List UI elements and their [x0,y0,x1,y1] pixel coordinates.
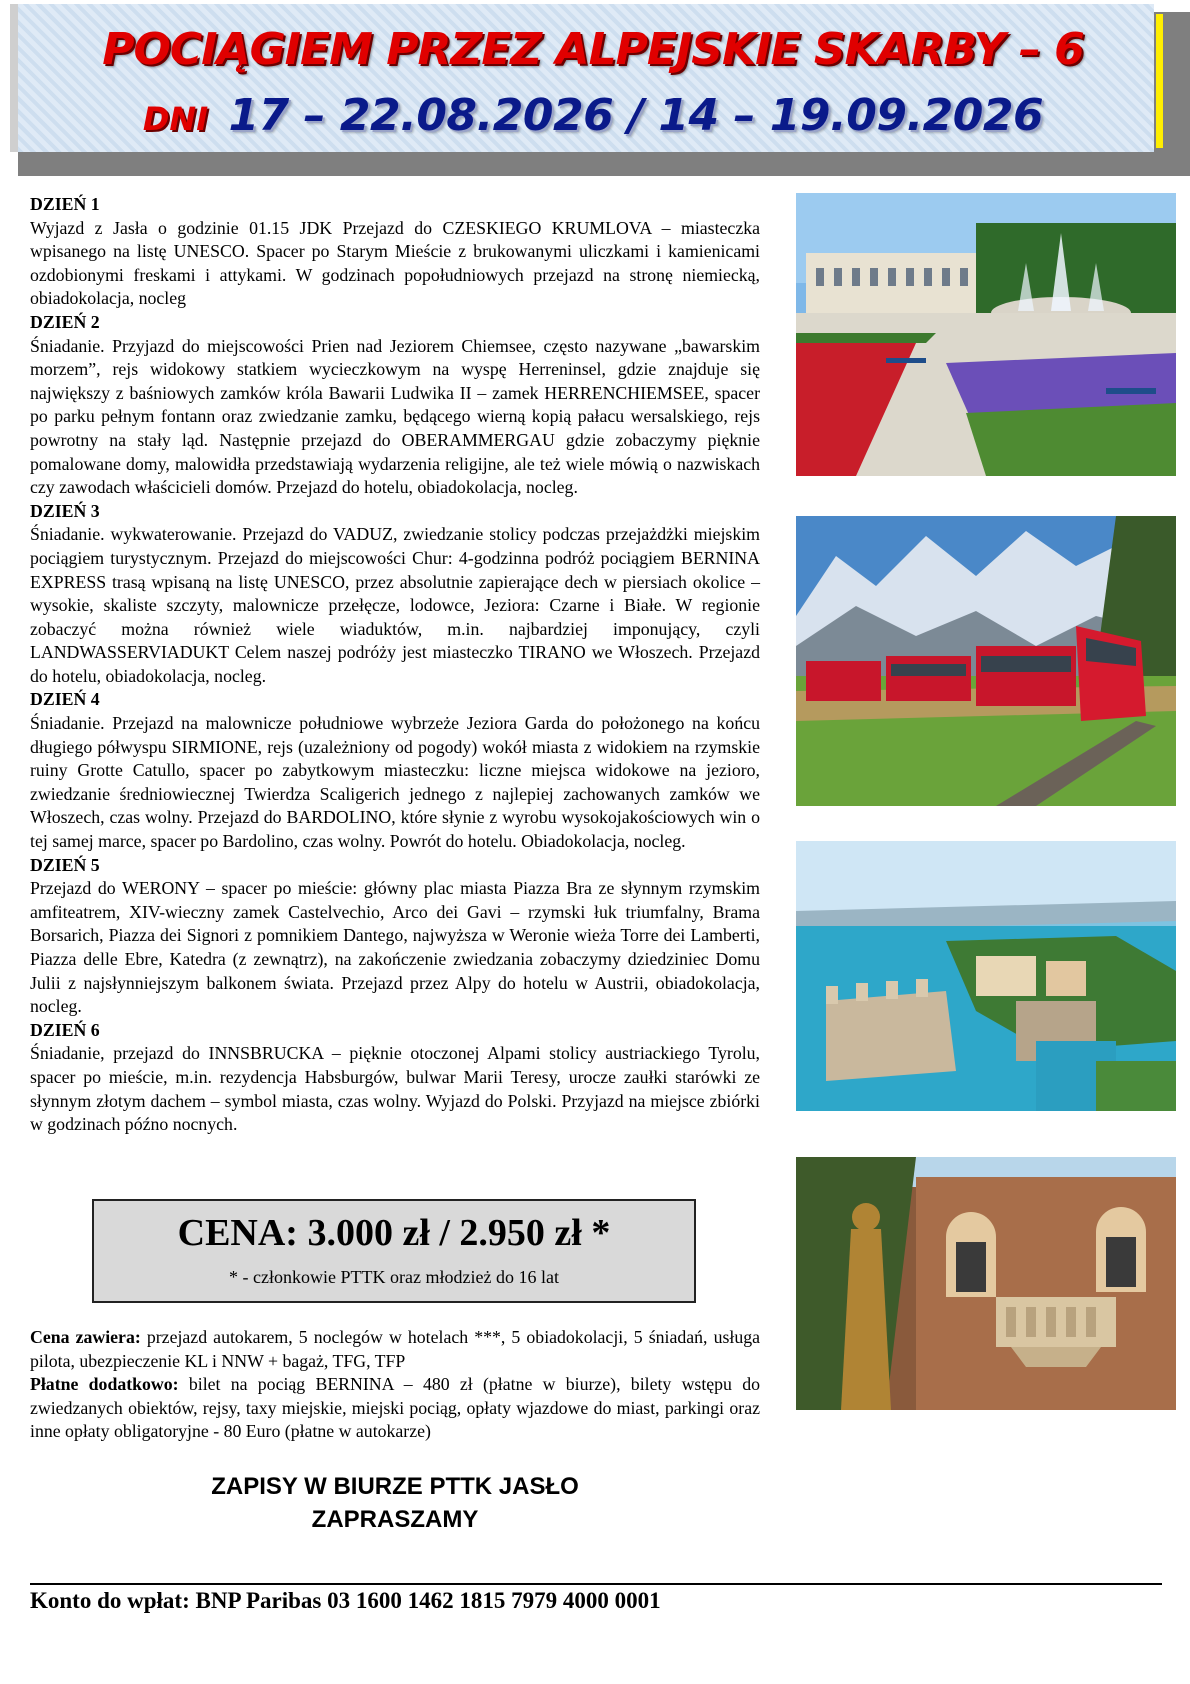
signup-line-1: ZAPISY W BIURZE PTTK JASŁO [211,1473,579,1500]
price-note: * - członkowie PTTK oraz młodzież do 16 lat [229,1267,559,1287]
day-6-text: Śniadanie, przejazd do INNSBRUCKA – pięknie otoczonej Alpami stolicy austriackiego Tyrolu, spacer po mieście, m.in. rezydencja Habsburgów, bulwar Marii Teresy, urocze zaułki starówki ze słynnym złotym dachem – symbol miasta, czas wolny. Wyjazd do Polski. Przyjazd na miejsce zbiórki w godzinach późno nocnych. [30,1043,760,1135]
itinerary [30,193,760,1137]
date-line [18,90,1168,141]
day-3-text: Śniadanie. wykwaterowanie. Przejazd do VADUZ, zwiedzanie stolicy podczas przejażdżki miejskim pociągiem turystycznym. Przejazd do miejscowości Chur: 4-godzinna podróż pociągiem BERNINA EXPRESS trasą wpisaną na listę UNESCO, przez absolutnie zapierające dech w piersiach okolice – wysokie, skaliste szczyty, malownicze przełęcze, lodowce, Jeziora: Czarne i Białe. W regionie zobaczyć można również wiele wiaduktów, m.in. najbardziej imponujący, czyli LANDWASSERVIADUKT Celem naszej podróży jest miasteczko TIRANO we Włoszech. Przejazd do hotelu, obiadokolacja, nocleg. [30,524,760,686]
includes-text: przejazd autokarem, 5 noclegów w hotelach ***, 5 obiadokolacji, 5 śniadań, usługa pilota, ubezpieczenie KL i NNW + bagaż, TFG, TFP [30,1327,760,1371]
photo-verona-juliet [796,1157,1176,1410]
day-1-text: Wyjazd z Jasła o godzinie 01.15 JDK Przejazd do CZESKIEGO KRUMLOVA – miasteczka wpisanego na listę UNESCO. Spacer po Starym Mieście z brukowanymi uliczkami i kamienicami ozdobionymi freskami i attykami. W godzinach popołudniowych przejazd na stronę niemiecką, obiadokolacja, nocleg [30,217,760,309]
dni-label: DNI [142,100,209,138]
day-4-heading: DZIEŃ 4 [30,689,100,710]
day-6-heading: DZIEŃ 6 [30,1019,100,1040]
bank-account: Konto do wpłat: BNP Paribas 03 1600 1462 1815 7979 4000 0001 [30,1588,661,1613]
price-main: CENA: 3.000 zł / 2.950 zł * [177,1212,611,1254]
day-5-heading: DZIEŃ 5 [30,854,100,875]
header-banner [10,4,1154,152]
photo-herrenchiemsee [796,193,1176,476]
day-2-text: Śniadanie. Przyjazd do miejscowości Prien nad Jeziorem Chiemsee, często nazywane „bawarskim morzem”, rejs widokowy statkiem wycieczkowym na wyspę Herreninsel, gdzie znajduje się największy z baśniowych zamków króla Bawarii Ludwika II – zamek HERRENCHIEMSEE, spacer po parku pełnym fontann oraz zwiedzanie zamku, będącego wierną kopią pałacu wersalskiego, rejs powrotny na stały ląd. Następnie przejazd do OBERAMMERGAU gdzie zobaczymy pięknie pomalowane domy, malowidła przedstawiają wydarzenia religijne, ale też wiele mówią o nazwiskach czy zawodach właścicieli domów. Przejazd do hotelu, obiadokolacja, nocleg. [30,335,760,498]
date-range: 17 – 22.08.2026 / 14 – 19.09.2026 [228,90,1044,141]
signup-block [30,1470,760,1536]
header-accent-bar [1156,14,1163,148]
day-1-heading: DZIEŃ 1 [30,194,100,214]
footer-rule [30,1583,1162,1585]
includes-paragraph [30,1326,760,1373]
includes-label: Cena zawiera: [30,1327,141,1347]
page-title: POCIĄGIEM PRZEZ ALPEJSKIE SKARBY – 6 [102,24,1084,75]
price-box [92,1199,696,1303]
day-2-heading: DZIEŃ 2 [30,311,100,332]
photo-bernina-express [796,516,1176,806]
conditions [30,1326,760,1444]
extra-paragraph [30,1373,760,1444]
day-4-text: Śniadanie. Przejazd na malownicze południowe wybrzeże Jeziora Garda do położonego na końcu długiego półwyspu SIRMIONE, rejs (uzależniony od pogody) wokół miasta z widokiem na rzymskie ruiny Grotte Catullo, spacer po zabytkowym miasteczku: liczne miejsca widokowe na jezioro, zwiedzanie średniowiecznej Twierdza Scaligerich jednego z najlepiej zachowanych zamków we Włoszech, czas wolny. Przejazd do BARDOLINO, które słynie z wyrobu wysokojakościowych win o tej samej marce, spacer po Bardolino, czas wolny. Powrót do hotelu. Obiadokolacja, nocleg. [30,713,760,852]
day-5-text: Przejazd do WERONY – spacer po mieście: główny plac miasta Piazza Bra ze słynnym rzymskim amfiteatrem, XIV-wieczny zamek Castelvechio, Arco dei Gavi – rzymski łuk triumfalny, Brama Borsarich, Piazza dei Signori z pomnikiem Dantego, najwyższa w Weronie wieża Torre dei Lamberti, Piazza delle Ebre, Katedra (z zewnątrz), na zakończenie zwiedzania zobaczymy dziedziniec Domu Julii z najsłynniejszym balkonem świata. Przejazd przez Alpy do hotelu w Austrii, obiadokolacja, nocleg. [30,878,760,1017]
extra-label: Płatne dodatkowo: [30,1374,179,1395]
photo-sirmione [796,841,1176,1111]
day-3-heading: DZIEŃ 3 [30,500,100,521]
extra-text: bilet na pociąg BERNINA – 480 zł (płatne w biurze), bilety wstępu do zwiedzanych obiektów, rejsy, taxy miejskie, miejski pociąg, opłaty wjazdowe do miast, parkingi oraz inne opłaty obligatoryjne - 80 Euro (płatne w autokarze) [30,1374,760,1442]
signup-line-2: ZAPRASZAMY [311,1506,479,1533]
